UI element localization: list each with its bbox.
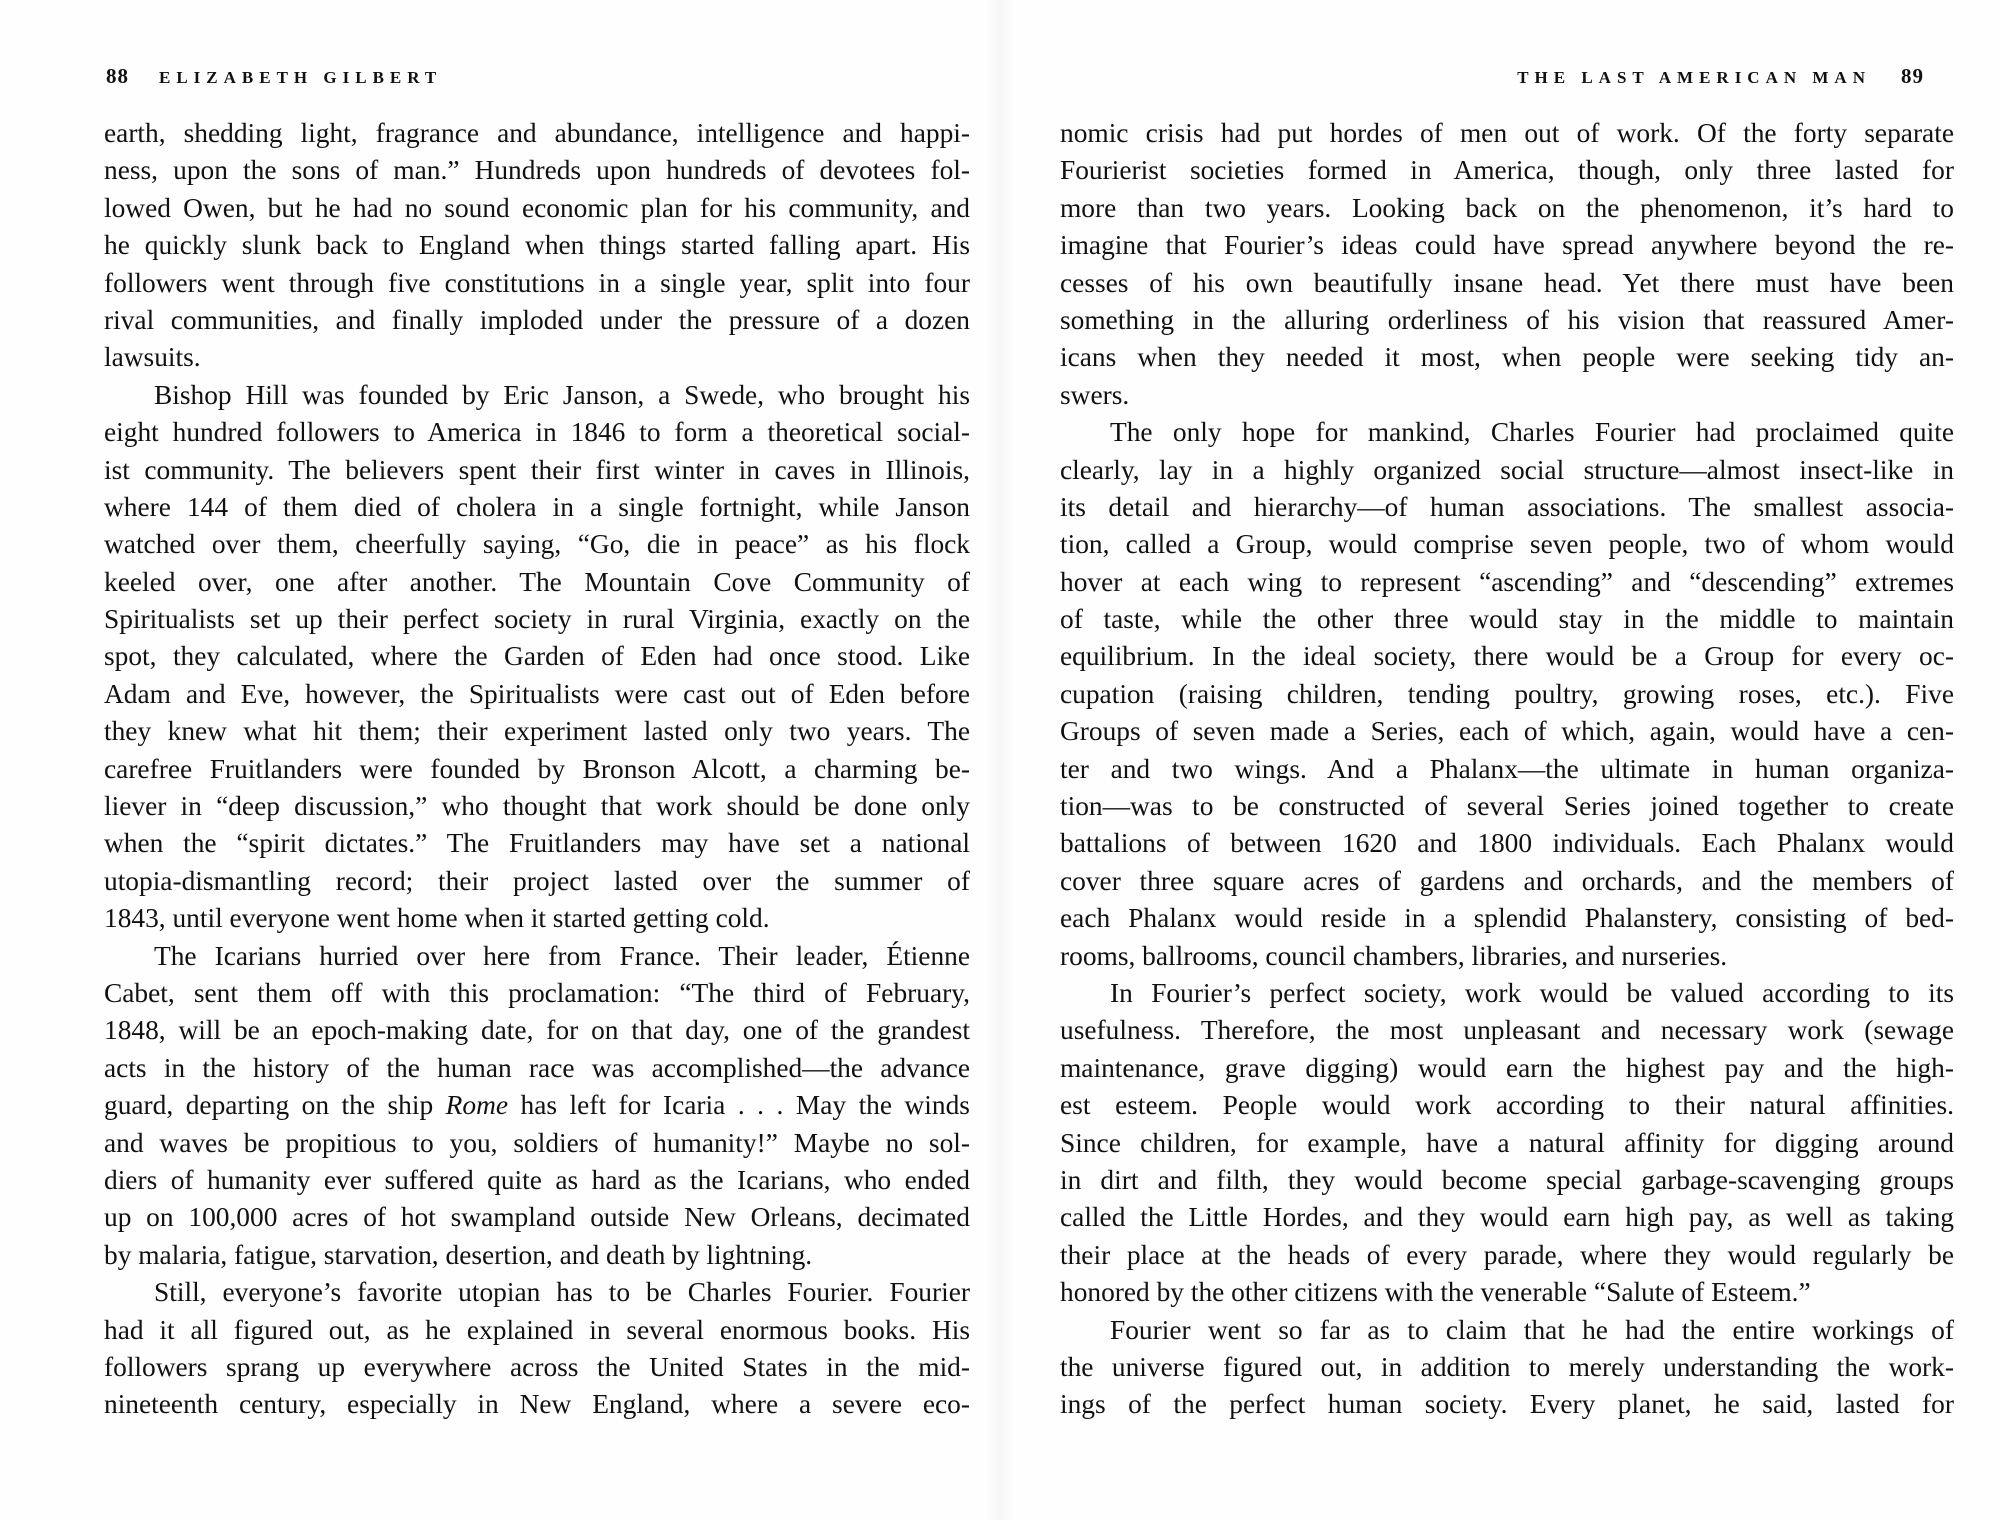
- text-line: cupation (raising children, tending poultry, growing roses, etc.). Five: [1060, 678, 1954, 709]
- paragraph-start-line: Still, everyone’s favorite utopian has to be Charles Fourier. Fourier: [154, 1277, 970, 1308]
- text-line: their place at the heads of every parade, where they would regularly be: [1060, 1239, 1954, 1270]
- text-line: Adam and Eve, however, the Spiritualists were cast out of Eden before: [104, 678, 970, 709]
- text-line: honored by the other citizens with the venerable “Salute of Esteem.”: [1060, 1277, 1811, 1308]
- text-line: where 144 of them died of cholera in a single fortnight, while Janson: [104, 491, 970, 522]
- left-page-number: 88: [106, 64, 129, 88]
- text-line: spot, they calculated, where the Garden of Eden had once stood. Like: [104, 641, 970, 672]
- right-page: [1000, 0, 2000, 1520]
- text-line: of taste, while the other three would stay in the middle to maintain: [1060, 604, 1954, 635]
- text-line: watched over them, cheerfully saying, “Go, die in peace” as his flock: [104, 529, 970, 560]
- text-line: diers of humanity ever suffered quite as hard as the Icarians, who ended: [104, 1164, 970, 1195]
- text-line: ings of the perfect human society. Every planet, he said, lasted for: [1060, 1389, 1954, 1420]
- text-line: 1843, until everyone went home when it started getting cold.: [104, 903, 770, 934]
- text-line: up on 100,000 acres of hot swampland outside New Orleans, decimated: [104, 1202, 970, 1233]
- left-running-head: [106, 64, 442, 89]
- right-running-head: [1517, 64, 1924, 89]
- left-body-text: [104, 115, 970, 1424]
- text-line: acts in the history of the human race was accomplished—the advance: [104, 1052, 970, 1083]
- text-line: clearly, lay in a highly organized social structure—almost insect-like in: [1060, 454, 1954, 485]
- text-line: in dirt and filth, they would become special garbage-scavenging groups: [1060, 1164, 1954, 1195]
- ship-name-italic: Rome: [445, 1090, 509, 1121]
- text-fragment: has left for Icaria . . . May the winds: [520, 1090, 970, 1121]
- paragraph-start-line: Bishop Hill was founded by Eric Janson, a Swede, who brought his: [154, 379, 970, 410]
- left-running-head-title: ELIZABETH GILBERT: [159, 68, 443, 87]
- text-line: followers went through five constitutions in a single year, split into four: [104, 267, 970, 298]
- text-line: equilibrium. In the ideal society, there would be a Group for every oc-: [1060, 641, 1954, 672]
- text-line: tion—was to be constructed of several Series joined together to create: [1060, 791, 1954, 822]
- text-line: its detail and hierarchy—of human associations. The smallest associa-: [1060, 491, 1954, 522]
- text-line: carefree Fruitlanders were founded by Bronson Alcott, a charming be-: [104, 753, 970, 784]
- text-line: Groups of seven made a Series, each of which, again, would have a cen-: [1060, 716, 1954, 747]
- text-line: something in the alluring orderliness of his vision that reassured Amer-: [1060, 304, 1954, 335]
- text-line: ness, upon the sons of man.” Hundreds upon hundreds of devotees fol-: [104, 155, 970, 186]
- text-line: liever in “deep discussion,” who thought that work should be done only: [104, 791, 970, 822]
- right-body-text: [1060, 115, 1954, 1424]
- text-line: maintenance, grave digging) would earn the highest pay and the high-: [1060, 1052, 1954, 1083]
- text-line: called the Little Hordes, and they would earn high pay, as well as taking: [1060, 1202, 1954, 1233]
- text-line-with-italic: [104, 1087, 970, 1124]
- paragraph-start-line: Fourier went so far as to claim that he had the entire workings of: [1110, 1314, 1954, 1345]
- paragraph-start-line: The only hope for mankind, Charles Fourier had proclaimed quite: [1110, 417, 1954, 448]
- text-line: hover at each wing to represent “ascending” and “descending” extremes: [1060, 566, 1954, 597]
- text-line: more than two years. Looking back on the phenomenon, it’s hard to: [1060, 192, 1954, 223]
- paragraph-start-line: In Fourier’s perfect society, work would be valued according to its: [1110, 977, 1954, 1008]
- text-line: battalions of between 1620 and 1800 individuals. Each Phalanx would: [1060, 828, 1954, 859]
- text-line: imagine that Fourier’s ideas could have spread anywhere beyond the re-: [1060, 230, 1954, 261]
- text-line: Since children, for example, have a natural affinity for digging around: [1060, 1127, 1954, 1158]
- text-line: ist community. The believers spent their first winter in caves in Illinois,: [104, 454, 970, 485]
- text-line: keeled over, one after another. The Mountain Cove Community of: [104, 566, 970, 597]
- text-line: nineteenth century, especially in New England, where a severe eco-: [104, 1389, 970, 1420]
- text-line: eight hundred followers to America in 1846 to form a theoretical social-: [104, 417, 970, 448]
- text-line: had it all figured out, as he explained in several enormous books. His: [104, 1314, 970, 1345]
- text-line: nomic crisis had put hordes of men out of work. Of the forty separate: [1060, 118, 1954, 148]
- text-line: lowed Owen, but he had no sound economic plan for his community, and: [104, 192, 970, 223]
- text-line: ter and two wings. And a Phalanx—the ultimate in human organiza-: [1060, 753, 1954, 784]
- text-line: and waves be propitious to you, soldiers of humanity!” Maybe no sol-: [104, 1127, 970, 1158]
- text-line: utopia-dismantling record; their project lasted over the summer of: [104, 865, 970, 896]
- text-line: the universe figured out, in addition to merely understanding the work-: [1060, 1351, 1954, 1382]
- text-line: each Phalanx would reside in a splendid Phalanstery, consisting of bed-: [1060, 903, 1954, 934]
- text-line: when the “spirit dictates.” The Fruitlanders may have set a national: [104, 828, 970, 859]
- text-line: earth, shedding light, fragrance and abundance, intelligence and happi-: [104, 118, 970, 148]
- text-line: rival communities, and finally imploded under the pressure of a dozen: [104, 304, 970, 335]
- right-page-number: 89: [1901, 64, 1924, 88]
- text-line: icans when they needed it most, when people were seeking tidy an-: [1060, 342, 1954, 373]
- text-line: cover three square acres of gardens and orchards, and the members of: [1060, 865, 1954, 896]
- text-line: cesses of his own beautifully insane head. Yet there must have been: [1060, 267, 1954, 298]
- text-line: rooms, ballrooms, council chambers, libraries, and nurseries.: [1060, 940, 1728, 971]
- text-line: 1848, will be an epoch-making date, for on that day, one of the grandest: [104, 1015, 970, 1046]
- text-line: by malaria, fatigue, starvation, desertion, and death by lightning.: [104, 1239, 813, 1270]
- text-line: Spiritualists set up their perfect society in rural Virginia, exactly on the: [104, 604, 970, 635]
- text-line: swers.: [1060, 379, 1130, 410]
- paragraph-start-line: The Icarians hurried over here from France. Their leader, Étienne: [154, 940, 970, 971]
- text-line: Cabet, sent them off with this proclamation: “The third of February,: [104, 977, 970, 1008]
- text-line: he quickly slunk back to England when things started falling apart. His: [104, 230, 970, 261]
- text-line: tion, called a Group, would comprise seven people, two of whom would: [1060, 529, 1954, 560]
- text-line: usefulness. Therefore, the most unpleasant and necessary work (sewage: [1060, 1015, 1954, 1046]
- text-line: est esteem. People would work according to their natural affinities.: [1060, 1090, 1954, 1121]
- text-line: lawsuits.: [104, 342, 201, 373]
- text-line: they knew what hit them; their experiment lasted only two years. The: [104, 716, 970, 747]
- right-running-head-title: THE LAST AMERICAN MAN: [1517, 68, 1871, 87]
- text-line: followers sprang up everywhere across the United States in the mid-: [104, 1351, 970, 1382]
- text-fragment: guard, departing on the ship: [104, 1090, 434, 1121]
- text-line: Fourierist societies formed in America, though, only three lasted for: [1060, 155, 1954, 186]
